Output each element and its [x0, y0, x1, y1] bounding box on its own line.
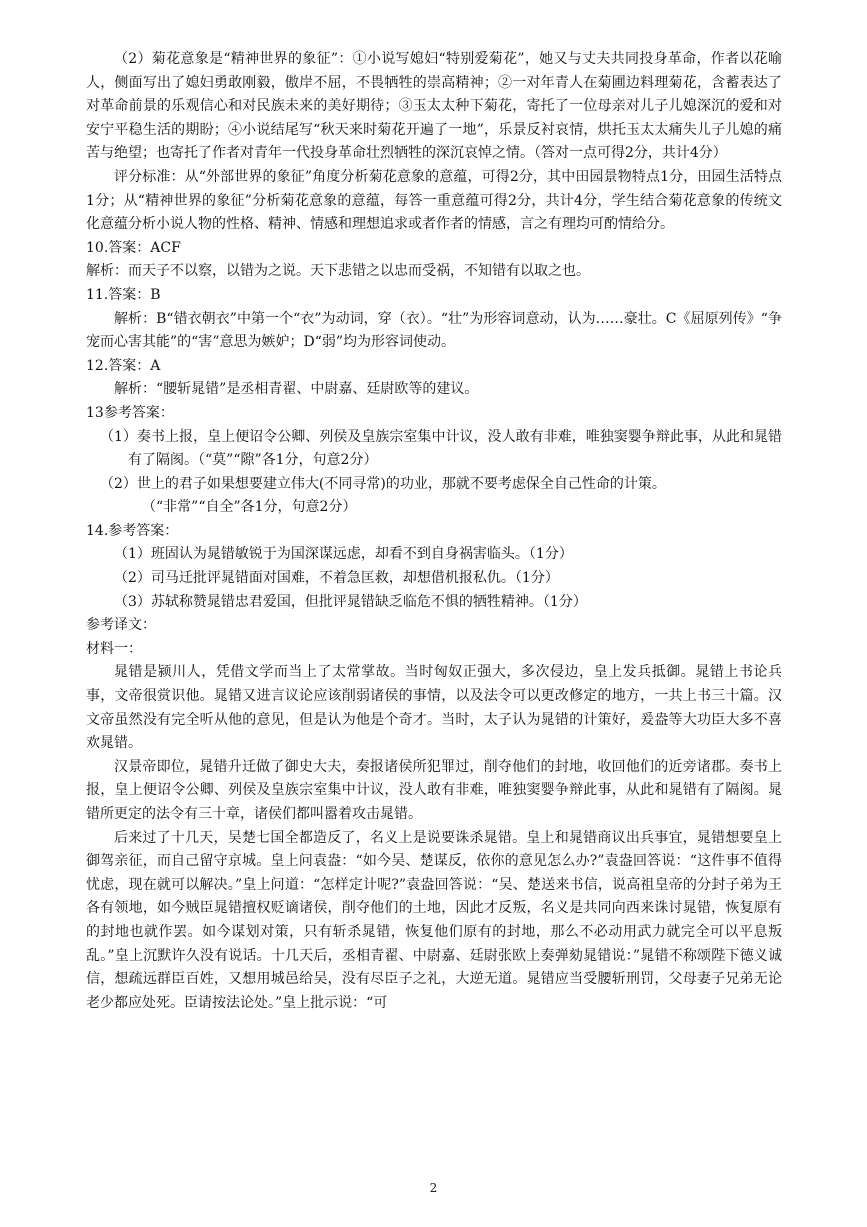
q12-analysis: 解析：“腰斩晁错”是丞相青翟、中尉嘉、廷尉欧等的建议。 — [114, 381, 479, 398]
translation-paragraph: 后来过了十几天，吴楚七国全都造反了，名义上是说要诛杀晁错。皇上和晁错商议出兵事宜，晁错想要皇上御驾亲征，而自己留守京城。皇上问袁盎：“如今吴、楚谋反，依你的意见怎么办?”袁盎回答说：“这件事不值得忧虑，现在就可以解决。”皇上问道：“怎样定计呢?”袁盎回答说：“吴、楚送来书信，说高祖皇帝的分封子弟为王各有领地，如今贼臣晁错擅权贬谪诸侯，削夺他们的土地，因此才反叛，名义是共同向西来诛讨晁错，恢复原有的封地也就作罢。如今谋划对策，只有斩杀晁错，恢复他们原有的封地，那么不必动用武力就完全可以平息叛乱。”皇上沉默许久没有说话。十几天后，丞相青翟、中尉嘉、廷尉张欧上奏弹劾晁错说：”晁错不称颂陛下德义诚信，想疏远群臣百姓，又想用城邑给吴，没有尽臣子之礼，大逆无道。晁错应当受腰斩刑罚，父母妻子兄弟无论老少都应处死。臣请按法论处。”皇上批示说：“可 — [86, 829, 782, 1011]
translation-title: 参考译文： — [86, 617, 156, 634]
q11-answer: 11.答案：B — [86, 286, 161, 303]
q14-item-1: （1）班固认为晁错敏锐于为国深谋远虑，却看不到自身祸害临头。（1分） — [114, 546, 573, 563]
q10-analysis: 解析：而天子不以察，以错为之说。天下悲错之以忠而受祸，不知错有以取之也。 — [86, 263, 590, 280]
q13-item-2-score: （“非常”“自全”各1分，句意2分） — [142, 499, 357, 516]
q9-scoring-criteria: 评分标准：从“外部世界的象征”角度分析菊花意象的意蕴，可得2分，其中田园景物特点1分，田园生活特点1分；从“精神世界的象征”分析菊花意象的意蕴，每答一重意蕴可得2分，共计4分，学生结合菊花意象的传统文化意蕴分析小说人物的性格、精神、情感和理想追求或者作者的情感，言之有理均可酌情给分。 — [86, 168, 782, 233]
translation-paragraph: 晁错是颍川人，凭借文学而当上了太常掌故。当时匈奴正强大，多次侵边，皇上发兵抵御。晁错上书论兵事，文帝很赏识他。晁错又进言议论应该削弱诸侯的事情，以及法令可以更改修定的地方，一共上书三十篇。汉文帝虽然没有完全听从他的意见，但是认为他是个奇才。当时，太子认为晁错的计策好，爰盎等大功臣大多不喜欢晁错。 — [86, 664, 782, 752]
page-number: 2 — [429, 1181, 438, 1195]
translation-paragraph: 汉景帝即位，晁错升迁做了御史大夫，奏报诸侯所犯罪过，削夺他们的封地，收回他们的近旁诸郡。奏书上报，皇上便诏令公卿、列侯及皇族宗室集中计议，没人敢有非难，唯独窦婴争辩此事，从此和晁错有了隔阂。晁错所更定的法令有三十章，诸侯们都叫嚣着攻击晁错。 — [86, 758, 782, 822]
q12-answer: 12.答案：A — [86, 357, 161, 374]
q13-title: 13参考答案： — [86, 404, 174, 421]
q14-item-3: （3）苏轼称赞晁错忠君爱国，但批评晁错缺乏临危不惧的牺牲精神。（1分） — [114, 593, 587, 610]
q11-analysis: 解析：B“错衣朝衣”中第一个“衣”为动词，穿（衣）。“壮”为形容词意动，认为……豪壮。C《屈原列传》“争宠而心害其能”的“害”意思为嫉妒；D“弱”均为形容词使动。 — [86, 310, 782, 351]
q13-item-2: （2）世上的君子如果想要建立伟大(不同寻常)的功业，那就不要考虑保全自己性命的计策。 — [100, 475, 666, 492]
q10-answer: 10.答案：ACF — [86, 239, 181, 256]
q13-item-1: （1）奏书上报，皇上便诏令公卿、列侯及皇族宗室集中计议，没人敢有非难，唯独窦婴争辩此事，从此和晁错有了隔阂。（“莫”“隙”各1分，句意2分） — [100, 428, 782, 469]
q14-item-2: （2）司马迁批评晁错面对国难，不着急匡救，却想借机报私仇。（1分） — [114, 570, 559, 587]
page-content — [86, 48, 782, 1015]
material-1-label: 材料一： — [86, 640, 142, 657]
q14-title: 14.参考答案： — [86, 522, 179, 539]
q9-part2-answer: （2）菊花意象是“精神世界的象征”：①小说写媳妇“特别爱菊花”，她又与丈夫共同投身革命，作者以花喻人，侧面写出了媳妇勇敢刚毅，傲岸不屈，不畏牺牲的崇高精神；②一对年青人在菊圃边料理菊花，含蓄表达了对革命前景的乐观信心和对民族未来的美好期待；③玉太太种下菊花，寄托了一位母亲对儿子儿媳深沉的爱和对安宁平稳生活的期盼；④小说结尾写“秋天来时菊花开遍了一地”，乐景反衬哀情，烘托玉太太痛失儿子儿媳的痛苦与绝望；也寄托了作者对青年一代投身革命壮烈牺牲的深沉哀悼之情。（答对一点可得2分，共计4分） — [86, 51, 782, 162]
